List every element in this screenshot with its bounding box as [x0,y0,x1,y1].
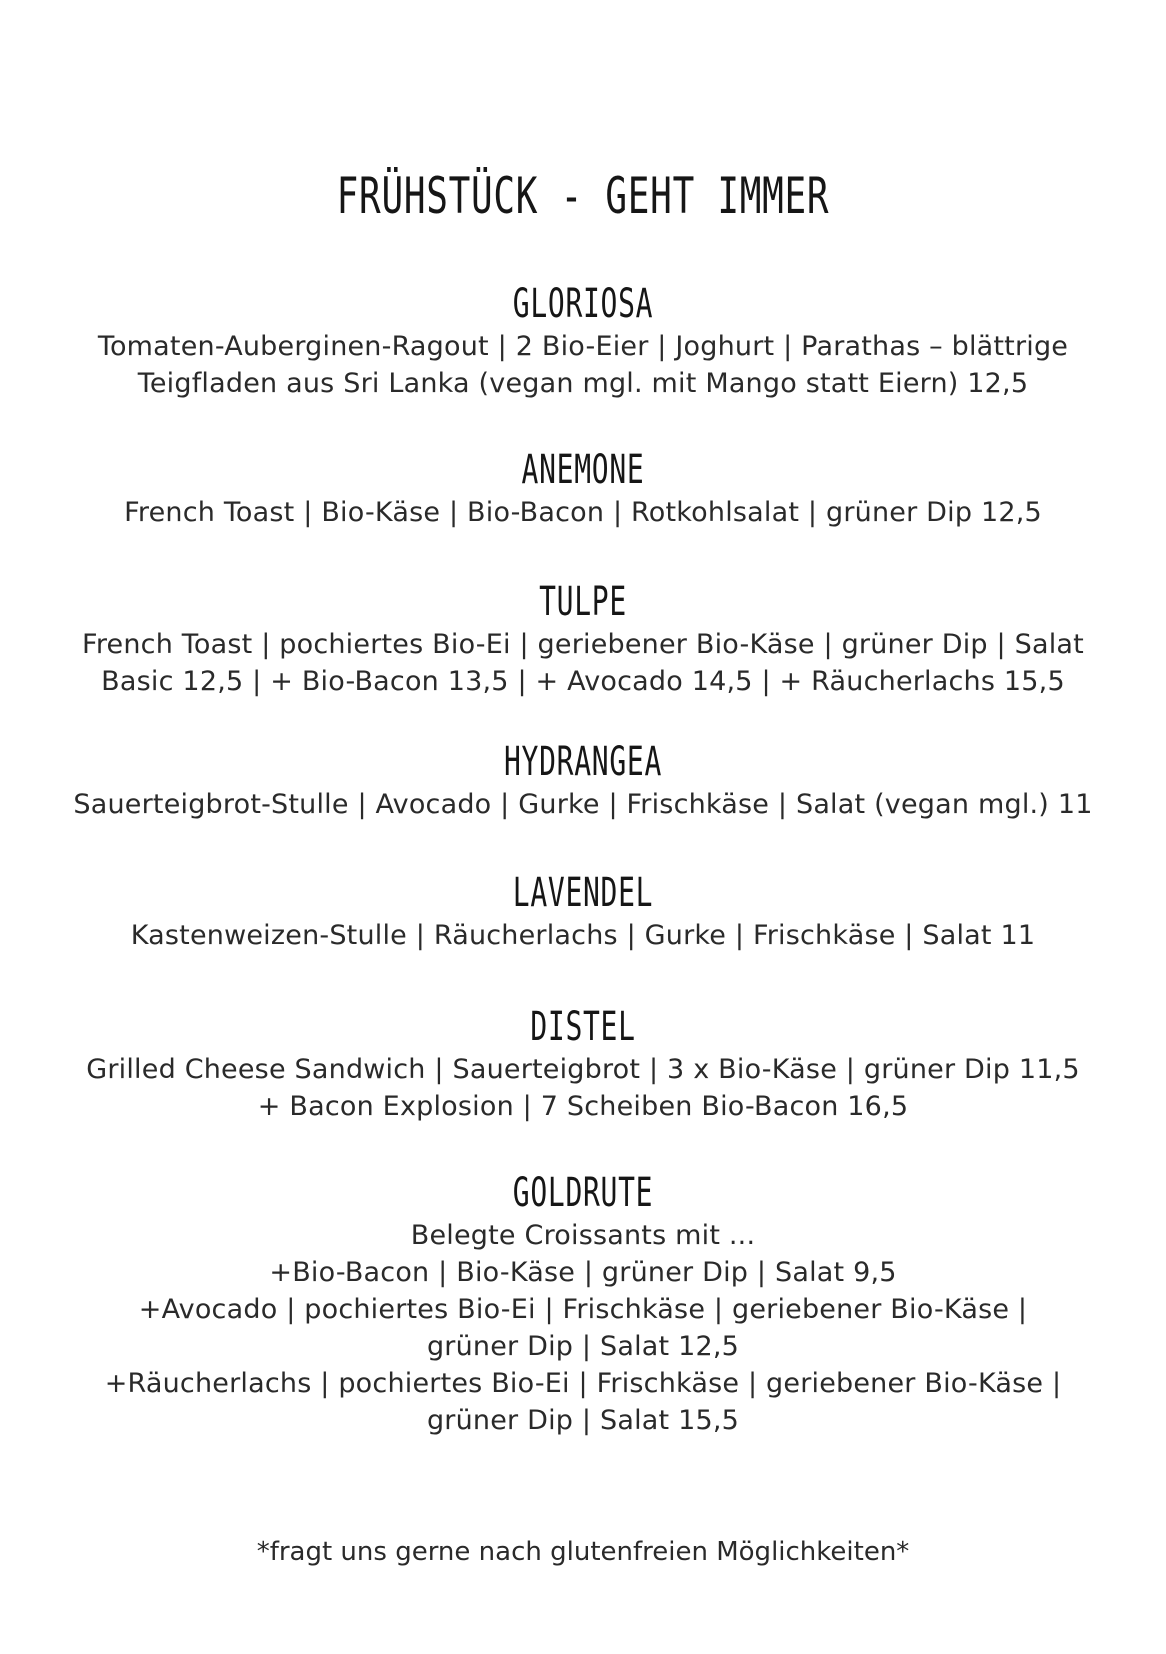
menu-section-lavendel [40,869,1126,954]
section-title: TULPE [539,579,627,625]
section-title: DISTEL [530,1004,636,1050]
menu-section-hydrangea [40,738,1126,823]
item-description-line: Sauerteigbrot-Stulle | Avocado | Gurke | Frischkäse | Salat (vegan mgl.) 11 [73,789,1093,820]
menu-section-goldrute [40,1169,1126,1439]
section-title: LAVENDEL [512,870,654,916]
menu-section-gloriosa [40,280,1126,402]
item-description-line: +Bio-Bacon | Bio-Käse | grüner Dip | Salat 9,5 [269,1257,897,1288]
section-title: GOLDRUTE [512,1170,654,1216]
item-description-line: grüner Dip | Salat 12,5 [426,1331,740,1362]
section-title: ANEMONE [521,447,645,493]
section-title: HYDRANGEA [503,739,663,785]
item-description-line: +Räucherlachs | pochiertes Bio-Ei | Frischkäse | geriebener Bio-Käse | [104,1368,1062,1399]
menu-section-tulpe [40,578,1126,700]
item-description-line: Basic 12,5 | + Bio-Bacon 13,5 | + Avocado 14,5 | + Räucherlachs 15,5 [101,666,1065,697]
item-description-line: Teigfladen aus Sri Lanka (vegan mgl. mit Mango statt Eiern) 12,5 [137,368,1029,399]
menu-section-anemone [40,446,1126,531]
item-description-line: Belegte Croissants mit ... [410,1220,756,1251]
gluten-free-footnote: *fragt uns gerne nach glutenfreien Möglichkeiten* [256,1537,910,1567]
item-description-line: + Bacon Explosion | 7 Scheiben Bio-Bacon 16,5 [257,1091,909,1122]
item-description-line: Grilled Cheese Sandwich | Sauerteigbrot | 3 x Bio-Käse | grüner Dip 11,5 [86,1054,1080,1085]
item-description-line: French Toast | pochiertes Bio-Ei | geriebener Bio-Käse | grüner Dip | Salat [82,629,1084,660]
item-description-line: +Avocado | pochiertes Bio-Ei | Frischkäse | geriebener Bio-Käse | [138,1294,1028,1325]
item-description-line: Kastenweizen-Stulle | Räucherlachs | Gurke | Frischkäse | Salat 11 [130,920,1036,951]
page-title: FRÜHSTÜCK - GEHT IMMER [336,167,830,225]
item-description-line: French Toast | Bio-Käse | Bio-Bacon | Rotkohlsalat | grüner Dip 12,5 [124,497,1042,528]
menu-section-distel [40,1003,1126,1125]
item-description-line: grüner Dip | Salat 15,5 [426,1405,740,1436]
item-description-line: Tomaten-Auberginen-Ragout | 2 Bio-Eier | Joghurt | Parathas – blättrige [97,331,1069,362]
section-title: GLORIOSA [512,281,654,327]
